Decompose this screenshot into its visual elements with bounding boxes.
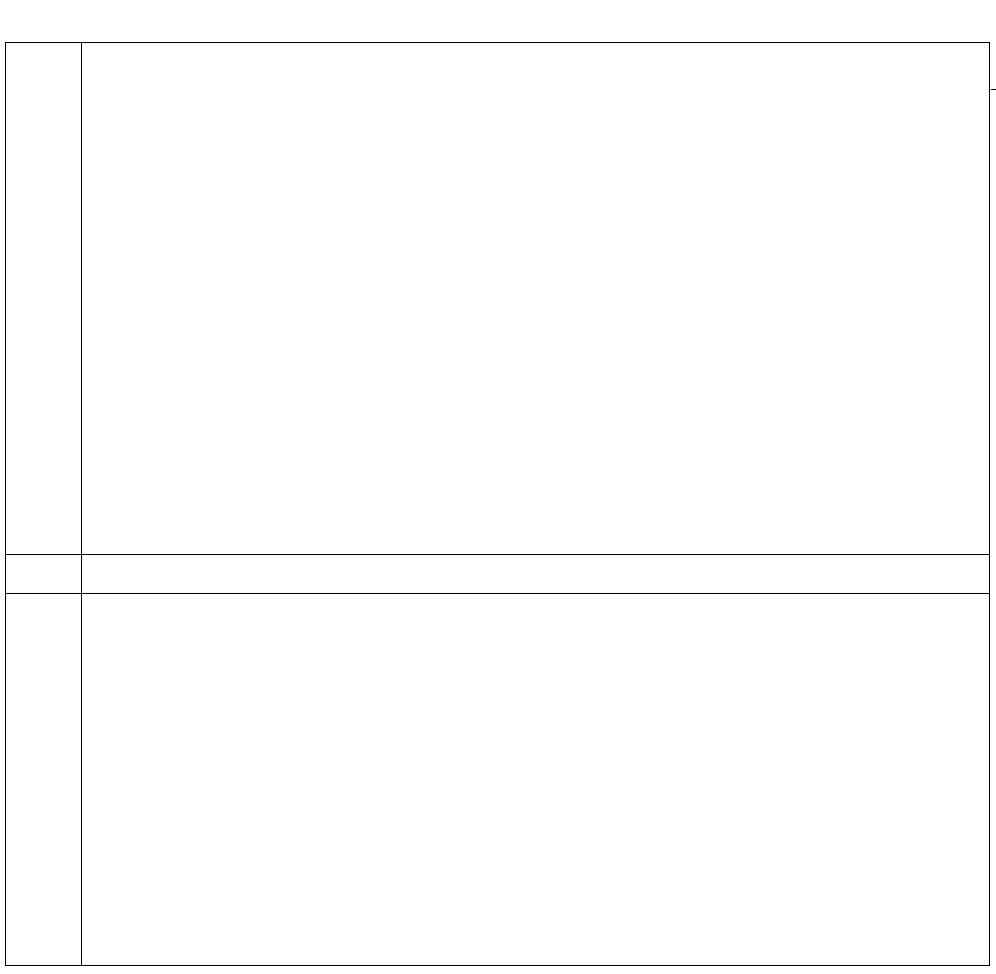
column-divider <box>81 43 82 965</box>
margin-tick <box>991 89 996 90</box>
requirements-content <box>85 57 985 71</box>
work-record-table <box>5 42 990 966</box>
row-divider <box>6 593 989 594</box>
row-divider <box>6 554 989 555</box>
